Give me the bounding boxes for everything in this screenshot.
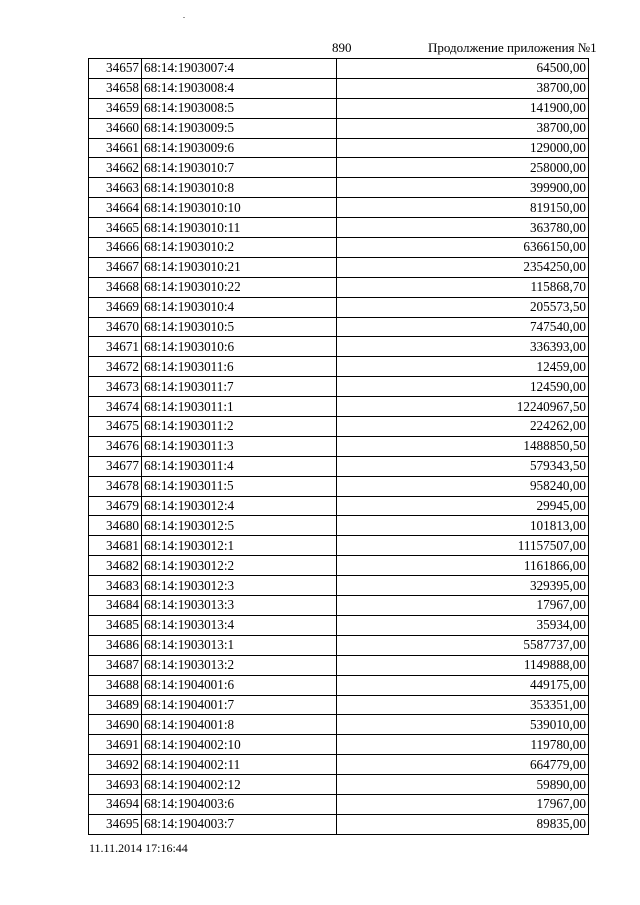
cadastral-value: 747540,00 (337, 317, 589, 337)
row-number: 34679 (89, 496, 142, 516)
table-row (89, 596, 589, 616)
cadastral-value: 12240967,50 (337, 397, 589, 417)
row-number: 34676 (89, 436, 142, 456)
table-row (89, 675, 589, 695)
cadastral-number: 68:14:1903011:4 (142, 456, 337, 476)
cadastral-number: 68:14:1903012:4 (142, 496, 337, 516)
cadastral-value: 1488850,50 (337, 436, 589, 456)
cadastral-value: 35934,00 (337, 615, 589, 635)
row-number: 34670 (89, 317, 142, 337)
cadastral-value: 64500,00 (337, 59, 589, 79)
cadastral-number: 68:14:1903009:6 (142, 138, 337, 158)
row-number: 34681 (89, 536, 142, 556)
cadastral-number: 68:14:1903013:1 (142, 635, 337, 655)
table-row (89, 456, 589, 476)
row-number: 34695 (89, 814, 142, 834)
row-number: 34690 (89, 715, 142, 735)
cadastral-number: 68:14:1903010:6 (142, 337, 337, 357)
row-number: 34674 (89, 397, 142, 417)
row-number: 34684 (89, 596, 142, 616)
row-number: 34691 (89, 735, 142, 755)
row-number: 34677 (89, 456, 142, 476)
cadastral-value: 539010,00 (337, 715, 589, 735)
cadastral-value: 329395,00 (337, 576, 589, 596)
cadastral-number: 68:14:1904001:8 (142, 715, 337, 735)
row-number: 34672 (89, 357, 142, 377)
row-number: 34668 (89, 277, 142, 297)
cadastral-value: 205573,50 (337, 297, 589, 317)
cadastral-number: 68:14:1903013:4 (142, 615, 337, 635)
table-row (89, 238, 589, 258)
cadastral-value: 29945,00 (337, 496, 589, 516)
row-number: 34687 (89, 655, 142, 675)
cadastral-number: 68:14:1903010:10 (142, 198, 337, 218)
table-row (89, 814, 589, 834)
cadastral-value: 449175,00 (337, 675, 589, 695)
table-row (89, 98, 589, 118)
row-number: 34688 (89, 675, 142, 695)
scan-speck (183, 17, 185, 18)
cadastral-value: 224262,00 (337, 417, 589, 437)
row-number: 34671 (89, 337, 142, 357)
table-row (89, 178, 589, 198)
cadastral-number: 68:14:1903010:4 (142, 297, 337, 317)
cadastral-value: 353351,00 (337, 695, 589, 715)
cadastral-value: 129000,00 (337, 138, 589, 158)
cadastral-number: 68:14:1903010:21 (142, 257, 337, 277)
cadastral-value: 17967,00 (337, 794, 589, 814)
cadastral-value: 115868,70 (337, 277, 589, 297)
row-number: 34680 (89, 516, 142, 536)
table-row (89, 695, 589, 715)
table-row (89, 158, 589, 178)
table-row (89, 118, 589, 138)
table-row (89, 556, 589, 576)
cadastral-number: 68:14:1903012:5 (142, 516, 337, 536)
row-number: 34685 (89, 615, 142, 635)
cadastral-number: 68:14:1903011:2 (142, 417, 337, 437)
cadastral-number: 68:14:1903013:2 (142, 655, 337, 675)
cadastral-value: 38700,00 (337, 118, 589, 138)
table-row (89, 337, 589, 357)
cadastral-number: 68:14:1903008:5 (142, 98, 337, 118)
cadastral-number: 68:14:1903010:22 (142, 277, 337, 297)
cadastral-value: 101813,00 (337, 516, 589, 536)
cadastral-number: 68:14:1904003:6 (142, 794, 337, 814)
row-number: 34667 (89, 257, 142, 277)
row-number: 34664 (89, 198, 142, 218)
row-number: 34683 (89, 576, 142, 596)
table-row (89, 476, 589, 496)
table-row (89, 794, 589, 814)
table-row (89, 775, 589, 795)
table-row (89, 377, 589, 397)
table-row (89, 715, 589, 735)
table-row (89, 317, 589, 337)
cadastral-number: 68:14:1903011:5 (142, 476, 337, 496)
row-number: 34665 (89, 218, 142, 238)
table-row (89, 297, 589, 317)
row-number: 34658 (89, 78, 142, 98)
row-number: 34682 (89, 556, 142, 576)
row-number: 34686 (89, 635, 142, 655)
cadastral-value: 12459,00 (337, 357, 589, 377)
cadastral-number: 68:14:1903010:11 (142, 218, 337, 238)
table-row (89, 357, 589, 377)
print-timestamp: 11.11.2014 17:16:44 (89, 841, 188, 855)
table-row (89, 615, 589, 635)
cadastral-number: 68:14:1903012:3 (142, 576, 337, 596)
row-number: 34657 (89, 59, 142, 79)
row-number: 34693 (89, 775, 142, 795)
row-number: 34660 (89, 118, 142, 138)
table-row (89, 735, 589, 755)
cadastral-value: 2354250,00 (337, 257, 589, 277)
table-row (89, 655, 589, 675)
cadastral-number: 68:14:1903009:5 (142, 118, 337, 138)
cadastral-value: 336393,00 (337, 337, 589, 357)
cadastral-value: 17967,00 (337, 596, 589, 616)
table-row (89, 436, 589, 456)
row-number: 34659 (89, 98, 142, 118)
row-number: 34675 (89, 417, 142, 437)
cadastral-number: 68:14:1903011:3 (142, 436, 337, 456)
cadastral-value: 124590,00 (337, 377, 589, 397)
table-row (89, 417, 589, 437)
cadastral-value: 89835,00 (337, 814, 589, 834)
row-number: 34666 (89, 238, 142, 258)
row-number: 34673 (89, 377, 142, 397)
row-number: 34694 (89, 794, 142, 814)
cadastral-value: 11157507,00 (337, 536, 589, 556)
cadastral-value: 5587737,00 (337, 635, 589, 655)
cadastral-value: 59890,00 (337, 775, 589, 795)
cadastral-value: 363780,00 (337, 218, 589, 238)
table-row (89, 138, 589, 158)
cadastral-number: 68:14:1904002:11 (142, 755, 337, 775)
page-number: 890 (332, 40, 352, 55)
cadastral-number: 68:14:1903011:1 (142, 397, 337, 417)
table-row (89, 218, 589, 238)
cadastral-number: 68:14:1903010:7 (142, 158, 337, 178)
cadastral-value: 6366150,00 (337, 238, 589, 258)
cadastral-number: 68:14:1903013:3 (142, 596, 337, 616)
row-number: 34692 (89, 755, 142, 775)
cadastral-value: 1161866,00 (337, 556, 589, 576)
cadastral-number: 68:14:1903010:2 (142, 238, 337, 258)
table-row (89, 516, 589, 536)
cadastral-number: 68:14:1904003:7 (142, 814, 337, 834)
cadastral-number: 68:14:1904001:7 (142, 695, 337, 715)
table-row (89, 496, 589, 516)
cadastral-value: 958240,00 (337, 476, 589, 496)
cadastral-value-table (88, 58, 589, 835)
row-number: 34689 (89, 695, 142, 715)
cadastral-value: 819150,00 (337, 198, 589, 218)
table-row (89, 277, 589, 297)
cadastral-value: 141900,00 (337, 98, 589, 118)
table-row (89, 257, 589, 277)
table-row (89, 198, 589, 218)
row-number: 34663 (89, 178, 142, 198)
cadastral-value: 38700,00 (337, 78, 589, 98)
cadastral-value: 258000,00 (337, 158, 589, 178)
cadastral-number: 68:14:1904002:12 (142, 775, 337, 795)
cadastral-number: 68:14:1903010:5 (142, 317, 337, 337)
cadastral-number: 68:14:1903010:8 (142, 178, 337, 198)
cadastral-number: 68:14:1903011:6 (142, 357, 337, 377)
cadastral-number: 68:14:1903012:1 (142, 536, 337, 556)
row-number: 34669 (89, 297, 142, 317)
row-number: 34678 (89, 476, 142, 496)
table-row (89, 576, 589, 596)
cadastral-number: 68:14:1904002:10 (142, 735, 337, 755)
cadastral-number: 68:14:1903012:2 (142, 556, 337, 576)
cadastral-value: 119780,00 (337, 735, 589, 755)
row-number: 34662 (89, 158, 142, 178)
table-row (89, 397, 589, 417)
table-row (89, 59, 589, 79)
table-row (89, 78, 589, 98)
table-row (89, 536, 589, 556)
cadastral-value: 664779,00 (337, 755, 589, 775)
cadastral-number: 68:14:1903008:4 (142, 78, 337, 98)
table-row (89, 755, 589, 775)
cadastral-value: 399900,00 (337, 178, 589, 198)
cadastral-value: 579343,50 (337, 456, 589, 476)
cadastral-number: 68:14:1903011:7 (142, 377, 337, 397)
row-number: 34661 (89, 138, 142, 158)
appendix-continuation-note: Продолжение приложения №1 (428, 40, 597, 55)
table-row (89, 635, 589, 655)
cadastral-number: 68:14:1904001:6 (142, 675, 337, 695)
cadastral-value: 1149888,00 (337, 655, 589, 675)
table-body (89, 59, 589, 835)
cadastral-number: 68:14:1903007:4 (142, 59, 337, 79)
